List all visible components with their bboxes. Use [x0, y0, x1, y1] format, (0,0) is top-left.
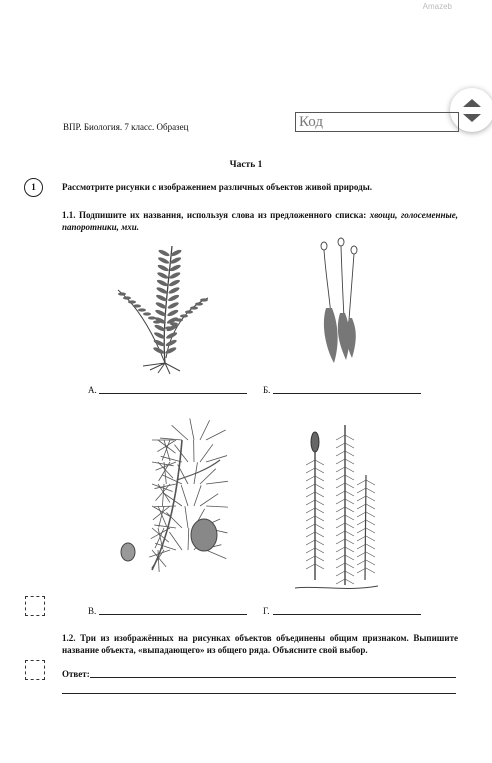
answer-line-g[interactable]	[273, 614, 421, 615]
answer-line-2[interactable]	[62, 693, 456, 694]
question-1-1-text: 1.1. Подпишите их названия, используя слова из предложенного списка:	[62, 210, 367, 220]
answer-line-v[interactable]	[99, 614, 247, 615]
answer-line-a[interactable]	[99, 393, 247, 394]
pine-branch-illustration	[112, 420, 227, 585]
corner-tag: Amazeb	[422, 2, 452, 11]
horsetail-illustration	[290, 420, 380, 595]
part-title: Часть 1	[229, 160, 263, 170]
document-header: ВПР. Биология. 7 класс. Образец	[63, 122, 189, 132]
moss-illustration	[318, 238, 368, 368]
label-a: А.	[88, 385, 97, 395]
code-field[interactable]: Код	[295, 112, 459, 132]
question-1-1	[62, 209, 458, 233]
answer-line-1[interactable]	[90, 677, 456, 678]
label-g: Г.	[263, 606, 270, 616]
task-instruction: Рассмотрите рисунки с изображением различных объектов живой природы.	[62, 182, 372, 192]
task-number: 1	[24, 178, 43, 197]
fern-illustration	[110, 238, 220, 378]
label-v: В.	[88, 606, 97, 616]
answer-line-b[interactable]	[273, 393, 421, 394]
answer-label: Ответ:	[62, 669, 90, 679]
question-1-1-options: хвощи, голосеменные, папоротники, мхи.	[62, 210, 458, 232]
question-1-2: 1.2. Три из изображённых на рисунках объектов объединены общим признаком. Выпишите название объекта, «выпадающего» из общего ряда. Объясните свой выбор.	[62, 633, 458, 655]
score-box-1[interactable]	[25, 596, 45, 616]
label-b: Б.	[263, 385, 271, 395]
score-box-2[interactable]	[25, 660, 45, 680]
